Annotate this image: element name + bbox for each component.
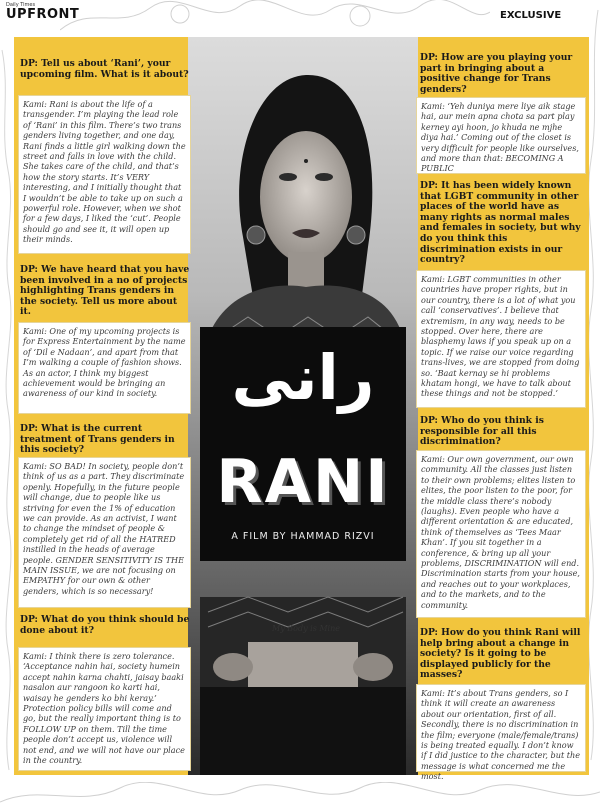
left-question-3: DP: What is the current treatment of Trans genders in this society?	[20, 423, 175, 456]
right-answer-1: Kami: ‘Yeh duniya mere liye aik stage hai, aur mein apna chota sa part play kerney ayi hoon, jo khuda ne mjhe diya hai.’ Coming out of the closet is very difficult for people like ourselves, and more than that: BECOMING A PUBLIC	[416, 97, 586, 174]
right-answer-4: Kami: It’s about Trans genders, so I think it will create an awareness about our orientation, first of all. Secondly, there is no discrimination in the film; everyone (male/female/trans) is being treated equally. I don’t know if I did justice to the character, but the message is what concerned me the most.	[416, 684, 586, 772]
floral-decoration-top	[60, 0, 490, 36]
right-question-2: DP: It has been widely known that LGBT community in other places of the world have as many rights as normal males and females in society, but why do you think this discrimination exists in our country?	[420, 180, 581, 266]
left-answer-4: Kami: I think there is zero tolerance. ‘Acceptance nahin hai, society humein accept nahin karna chahti, jaisay baaki nasalon aur rangoon ko karti hai, waisay he genders ko bhi keray.’ Protection policy bills will come and go, but the really important thing is to FOLLOW UP on them. Till the time people don’t accept us, violence will not end, and we will not have our place in the country.	[18, 647, 191, 771]
exclusive-tag: EXCLUSIVE	[500, 10, 562, 21]
left-answer-2: Kami: One of my upcoming projects is for Express Entertainment by the name of ‘Dil e Nadaan’, and apart from that I’m walking a couple of fashion shows. As an actor, I think my biggest achievement would be bringing an awareness of our kind in society.	[18, 322, 191, 414]
floral-decoration-bottom	[0, 782, 600, 812]
masthead-publication: Daily Times	[6, 2, 36, 8]
right-answer-3: Kami: Our own government, our own community. All the classes just listen to their own problems; elites listen to elites, the poor listen to the poor, for the middle class there’s nobody (laughs). Even people who have a different orientation & are educated, think of themselves as ‘Tees Maar Khan’. If you sit together in a conference, & bring up all your problems, DISCRIMINATION will end. Discrimination starts from your house, and reaches out to your workplaces, and to the markets, and to the community.	[416, 450, 586, 618]
left-question-2: DP: We have heard that you have been involved in a no of projects highlighting Trans genders in the society. Tell us more about it.	[20, 264, 190, 318]
tattoo-text: My Body is Mine	[272, 624, 340, 633]
right-question-3: DP: Who do you think is responsible for all this discrimination?	[420, 415, 544, 448]
right-question-1: DP: How are you playing your part in bringing about a positive change for Trans genders?	[420, 52, 573, 95]
urdu-title: رانی	[231, 341, 375, 414]
left-question-1: DP: Tell us about ‘Rani’, your upcoming film. What is it about?	[20, 58, 189, 80]
floral-decoration-right	[588, 0, 600, 812]
left-question-4: DP: What do you think should be done about it?	[20, 614, 190, 636]
film-byline: A FILM BY HAMMAD RIZVI	[231, 531, 375, 542]
right-answer-2: Kami: LGBT communities in other countries have proper rights, but in our country, there is a lot of what you call ‘conservatives’. I believe that extremism, in any way, needs to be stopped. Over here, there are blasphemy laws if you speak up on a topic. If we raise our voice regarding trans-lives, we are stopped from doing so. ‘Baat kernay se hi problems khatam hongi, we have to talk about these things and not be stopped.’	[416, 270, 586, 408]
right-question-4: DP: How do you think Rani will help bring about a change in society? Is it going to be displayed publicly for the masses?	[420, 627, 581, 681]
left-answer-1: Kami: Rani is about the life of a transgender. I’m playing the lead role of ‘Rani’ in this film. There’s two trans genders living together, and one day, Rani finds a little girl walking down the street and falls in love with the child. She takes care of the child, and that’s how the story starts. It’s VERY interesting, and I initially thought that I wouldn’t be able to take up on such a powerful role. However, when we shot for a few days, I liked the ‘cut’. People should go and see it, it will open up their minds.	[18, 95, 191, 254]
left-answer-3: Kami: SO BAD! In society, people don’t think of us as a part. They discriminate openly. Hopefully, in the future people will change, due to people like us striving for even the 1% of education we can provide. As an activist, I want to change the mindset of people & completely get rid of all the HATRED instilled in the heads of average people. GENDER SENSITIVITY IS THE MAIN ISSUE, we are not focusing on EMPATHY for our own & other genders, which is so necessary!	[18, 457, 191, 608]
film-title: RANI	[216, 447, 390, 517]
section-title: UPFRONT	[6, 7, 80, 22]
floral-decoration-left	[0, 30, 12, 800]
